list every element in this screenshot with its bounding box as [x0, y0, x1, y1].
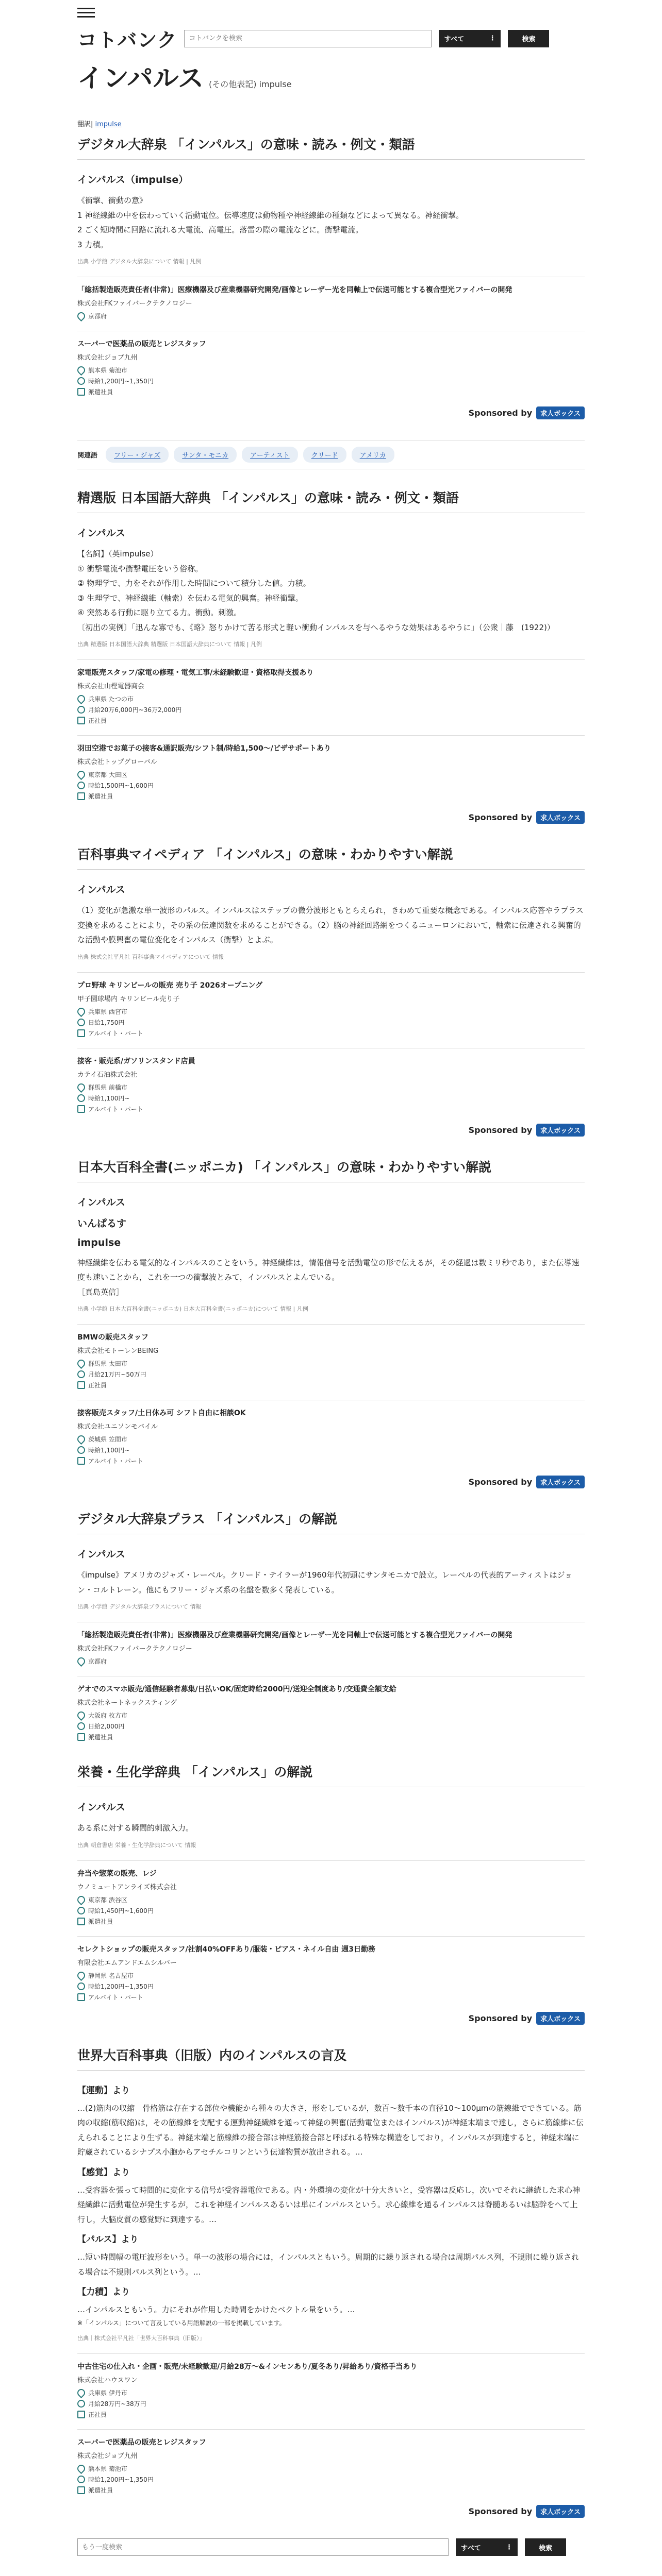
sponsor-label: Sponsored by — [468, 2013, 533, 2023]
sponsor-logo[interactable]: 求人ボックス — [536, 2505, 585, 2518]
job-pay — [77, 377, 585, 385]
job-type-text: 派遣社員 — [88, 1918, 113, 1925]
job-company: 株式会社FKファイバークテクノロジー — [77, 300, 192, 308]
job-pay-text: 時給1,200円~1,350円 — [88, 378, 154, 385]
entry-term: インパルス — [77, 1802, 126, 1813]
job-company: 株式会社ジョブ九州 — [77, 2452, 138, 2461]
translation-row — [77, 118, 585, 128]
location-icon — [76, 1970, 87, 1980]
job-company: ウノミュートアンライズ株式会社 — [77, 1883, 177, 1891]
section-heading: 栄養・生化学辞典 「インパルス」の解説 — [77, 1762, 585, 1787]
job-pay-text: 月給20万6,000円~36万2,000円 — [88, 706, 182, 714]
job-loc-text: 静岡県 名古屋市 — [88, 1972, 134, 1979]
translation-link[interactable]: impulse — [95, 121, 122, 128]
job-loc — [77, 694, 585, 703]
entry-term: インパルス — [77, 528, 126, 539]
entry-text: 《impulse》アメリカのジャズ・レーベル。クリード・テイラーが1960年代初頭にサンタモニカで設立。レーベルの代表的アーティストはジョン・コルトレーン。他にもフリー・ジャズ系の名盤を数多く発表している。 — [77, 1570, 573, 1595]
chevron-down-icon: ⋮ — [506, 2543, 512, 2551]
employment-type-icon — [77, 1381, 85, 1389]
sponsor-bar — [77, 811, 585, 824]
job-loc-text: 熊本県 菊池市 — [88, 2465, 127, 2473]
job-loc-text: 京都府 — [88, 313, 107, 320]
job-type — [77, 1381, 585, 1389]
sponsor-bar — [77, 2012, 585, 2025]
job-title[interactable]: 弁当や惣菜の販売、レジ — [77, 1869, 157, 1878]
job-card[interactable] — [77, 2429, 585, 2495]
search-input[interactable] — [184, 30, 432, 47]
job-pay — [77, 2399, 585, 2408]
job-card[interactable] — [77, 1622, 585, 1666]
job-title[interactable]: 羽田空港でお菓子の接客&通訳販売/シフト制/時給1,500～/ビザサポートあり — [77, 744, 331, 753]
section-heading: デジタル大辞泉プラス 「インパルス」の解説 — [77, 1509, 585, 1534]
job-loc-text: 兵庫県 伊丹市 — [88, 2389, 127, 2397]
job-type-text: 正社員 — [88, 1382, 107, 1389]
job-type-text: 派遣社員 — [88, 1734, 113, 1741]
job-loc — [77, 1359, 585, 1368]
scope-label: すべて — [461, 2544, 481, 2552]
job-loc-text: 群馬県 前橋市 — [88, 1083, 127, 1091]
employment-type-icon — [77, 2411, 85, 2418]
job-title[interactable]: 中古住宅の仕入れ・企画・販売/未経験歓迎/月給28万～&インセンあり/夏冬あり/昇給あり/資格手当あり — [77, 2363, 418, 2371]
job-card[interactable] — [77, 331, 585, 396]
related-tag[interactable]: アーティスト — [242, 447, 298, 463]
job-type — [77, 2410, 585, 2419]
job-pay-text: 月給28万円~38万円 — [88, 2400, 146, 2408]
yen-icon — [77, 706, 85, 714]
job-loc — [77, 1007, 585, 1016]
job-title[interactable]: 接客販売スタッフ/土日休み可 シフト自由に相談OK — [77, 1409, 246, 1417]
job-type — [77, 387, 585, 396]
entry-text: 神経繊維を伝わる電気的なインパルスのことをいう。神経繊維は，情報信号を活動電位の形で伝えるが，その経過は数ミリ秒であり，また伝導速度も速いことから，これを一つの衝撃波とみて，インパルスとよんでいる。 — [77, 1258, 580, 1282]
job-card[interactable] — [77, 277, 585, 320]
job-title[interactable]: 「総括製造販売責任者(非常)」医療機器及び産業機器研究開発/画像とレーザー光を同軸上で伝送可能とする複合型光ファイバーの開発 — [77, 1631, 512, 1639]
mention-text: …受容器を張って時間的に変化する信号が受容器電位である。内・外環境の変化が十分大きいと，受容器は反応し，次いでそれに継続した求心神経繊維に活動電位が発生するが，これを神経インパルスあるいは単にインパルスという。求心線維を通るインパルスは脊髄あるいは脳幹をへて上行し，大脳皮質の感覚野に到達する。… — [77, 2185, 581, 2224]
yen-icon — [77, 1982, 85, 1990]
section-mypedia — [77, 844, 585, 1137]
job-list — [77, 277, 585, 396]
related-tag[interactable]: アメリカ — [352, 447, 394, 463]
location-icon — [76, 365, 87, 376]
job-pay-text: 時給1,100円~ — [88, 1447, 130, 1454]
entry-term: インパルス — [77, 884, 126, 895]
job-type-text: 正社員 — [88, 717, 107, 724]
job-pay — [77, 705, 585, 714]
mention-heading: 【感覚】より — [77, 2167, 130, 2178]
job-company: 株式会社山樫電器商会 — [77, 683, 145, 690]
sponsor-bar — [77, 406, 585, 419]
job-type-text: アルバイト・パート — [88, 1993, 143, 2001]
employment-type-icon — [77, 1918, 85, 1925]
entry-term: インパルス — [77, 1196, 126, 1208]
definition-item: ④ 突然ある行動に駆り立てる力。衝動。刺激。 — [77, 608, 242, 617]
employment-type-icon — [77, 388, 85, 396]
sponsor-logo[interactable]: 求人ボックス — [536, 1476, 585, 1488]
title-en: impulse — [259, 79, 292, 89]
job-card[interactable] — [77, 659, 585, 725]
job-pay — [77, 1018, 585, 1027]
yen-icon — [77, 1019, 85, 1026]
mention-heading: 【パルス】より — [77, 2234, 139, 2245]
job-card[interactable] — [77, 972, 585, 1038]
bottom-scope-select[interactable] — [456, 2538, 518, 2556]
section-heading: 精選版 日本国語大辞典 「インパルス」の意味・読み・例文・類語 — [77, 488, 585, 513]
sponsor-logo[interactable]: 求人ボックス — [536, 811, 585, 824]
title-text: インパルス — [77, 63, 204, 93]
sponsor-label: Sponsored by — [468, 1125, 533, 1135]
sponsor-label: Sponsored by — [468, 1477, 533, 1487]
section-nipponica — [77, 1157, 585, 1489]
job-title[interactable]: プロ野球 キリンビールの販売 売り子 2026オープニング — [77, 981, 263, 990]
job-type — [77, 716, 585, 725]
job-loc — [77, 2388, 585, 2397]
yen-icon — [77, 1370, 85, 1378]
title-note: (その他表記) — [209, 79, 257, 89]
sponsor-label: Sponsored by — [468, 408, 533, 418]
job-pay-text: 時給1,450円~1,600円 — [88, 1907, 154, 1914]
job-card[interactable] — [77, 1936, 585, 2002]
job-loc-text: 京都府 — [88, 1658, 107, 1665]
bottom-search-button[interactable]: 検索 — [525, 2538, 566, 2556]
job-title[interactable]: 接客・販売系/ガソリンスタンド店員 — [77, 1057, 195, 1065]
job-company: カテイ石油株式会社 — [77, 1071, 138, 1079]
entry-term: インパルス（impulse） — [77, 174, 189, 185]
employment-type-icon — [77, 1457, 85, 1465]
job-list — [77, 2353, 585, 2495]
job-card[interactable] — [77, 1048, 585, 1113]
definition-item: 【名詞】（英impulse） — [77, 549, 158, 558]
job-company: 株式会社トップグローバル — [77, 758, 157, 766]
job-loc-text: 兵庫県 西宮市 — [88, 1008, 127, 1015]
job-pay — [77, 1906, 585, 1915]
source-note: 出典 小学館 デジタル大辞泉について 情報 | 凡例 — [77, 258, 202, 265]
yen-icon — [77, 2400, 85, 2408]
job-loc — [77, 2464, 585, 2473]
job-loc — [77, 366, 585, 375]
job-loc-text: 茨城県 笠間市 — [88, 1436, 127, 1443]
location-icon — [76, 1710, 87, 1721]
location-icon — [76, 1894, 87, 1905]
entry-en: impulse — [77, 1236, 121, 1248]
location-icon — [76, 1006, 87, 1016]
job-type — [77, 1733, 585, 1741]
job-company: 有限会社エムアンドエムシルバー — [77, 1959, 177, 1967]
job-loc — [77, 1711, 585, 1720]
definition-item: ① 衝撃電流や衝撃電圧をいう俗称。 — [77, 564, 203, 573]
job-loc — [77, 1971, 585, 1980]
employment-type-icon — [77, 1029, 85, 1037]
scope-label: すべて — [444, 36, 465, 43]
location-icon — [76, 693, 87, 704]
location-icon — [76, 2387, 87, 2398]
job-pay — [77, 2475, 585, 2484]
job-loc — [77, 770, 585, 779]
location-icon — [76, 1656, 87, 1667]
source-note: 出典｜株式会社平凡社「世界大百科事典（旧版）」 — [77, 2335, 205, 2342]
entry-author: ［真島英信］ — [77, 1287, 124, 1297]
sponsor-bar — [77, 1124, 585, 1137]
location-icon — [76, 2463, 87, 2474]
job-loc-text: 東京都 渋谷区 — [88, 1896, 127, 1904]
page-title — [77, 58, 585, 95]
menu-icon[interactable] — [77, 8, 95, 21]
tags-label: 関連語 — [77, 452, 98, 460]
job-company: 株式会社ユニソンモバイル — [77, 1423, 158, 1431]
job-card[interactable] — [77, 735, 585, 801]
search-scope-select[interactable] — [439, 30, 501, 47]
job-type — [77, 2486, 585, 2495]
job-type — [77, 1993, 585, 2002]
job-card[interactable] — [77, 1676, 585, 1741]
job-card[interactable] — [77, 2353, 585, 2419]
mention-list — [77, 2083, 585, 2317]
job-company: 株式会社ネートネックスティング — [77, 1699, 177, 1707]
location-icon — [76, 769, 87, 780]
job-pay-text: 時給1,200円~1,350円 — [88, 2476, 154, 2484]
job-loc-text: 群馬県 太田市 — [88, 1360, 127, 1367]
job-list — [77, 659, 585, 801]
yen-icon — [77, 782, 85, 789]
job-loc — [77, 1435, 585, 1444]
job-type-text: 派遣社員 — [88, 388, 113, 396]
job-loc-text: 熊本県 菊池市 — [88, 367, 127, 374]
job-loc-text: 東京都 大田区 — [88, 771, 127, 778]
site-logo[interactable]: コトバンク — [77, 29, 177, 52]
job-pay-text: 日給2,000円 — [88, 1723, 125, 1730]
job-pay — [77, 1446, 585, 1454]
section-heading: 日本大百科全書(ニッポニカ) 「インパルス」の意味・わかりやすい解説 — [77, 1157, 585, 1182]
sponsor-bar — [77, 1476, 585, 1488]
job-company: 株式会社モトーレンBEING — [77, 1347, 159, 1355]
entry-text: （1）変化が急激な単一波形のパルス。インパルスはステップの微分波形ともとらえられ，きわめて重要な概念である。インパルス応答やラプラス変換を求めることにより，その系の伝達関数を求めることができる。（2）脳の神経回路網をつくるニューロンにおいて，軸索に伝達される興奮的な活動や膜興奮の電位変化をインパルス（衝撃）とよぶ。 — [77, 906, 584, 944]
job-title[interactable]: スーパーで医薬品の販売とレジスタッフ — [77, 340, 206, 348]
job-loc — [77, 312, 585, 320]
job-type — [77, 1105, 585, 1113]
job-title[interactable]: 家電販売スタッフ/家電の修理・電気工事/未経験歓迎・資格取得支援あり — [77, 669, 314, 677]
source-note: 出典 小学館 デジタル大辞泉プラスについて 情報 — [77, 1603, 202, 1610]
entry-text: ある系に対する瞬間的刺激入力。 — [77, 1823, 194, 1833]
job-title[interactable]: ゲオでのスマホ販売/通信経験者募集/日払いOK/固定時給2000円/送迎全制度あり/交通費全額支給 — [77, 1685, 396, 1693]
sponsor-logo[interactable]: 求人ボックス — [536, 2012, 585, 2025]
definition-item: ③ 生理学で、神経繊維（軸索）を伝わる電気的興奮。神経衝撃。 — [77, 593, 303, 603]
job-title[interactable]: BMWの販売スタッフ — [77, 1333, 149, 1342]
job-loc-text: 大阪府 枚方市 — [88, 1712, 127, 1719]
job-list — [77, 1860, 585, 2002]
employment-type-icon — [77, 1105, 85, 1113]
job-pay — [77, 1370, 585, 1379]
sponsor-logo[interactable]: 求人ボックス — [536, 406, 585, 419]
mention-note: ※「インパルス」について言及している用語解説の一部を掲載しています。 — [77, 2319, 286, 2327]
job-company: 株式会社ハウスワン — [77, 2377, 138, 2385]
location-icon — [76, 311, 87, 321]
job-pay-text: 日給1,750円 — [88, 1019, 125, 1026]
job-pay — [77, 1982, 585, 1991]
job-list — [77, 1622, 585, 1741]
translation-label: 翻訳| — [77, 121, 93, 128]
job-company: 甲子園球場内 キリンビール売り子 — [77, 995, 180, 1003]
source-note: 出典 朝倉書店 栄養・生化学辞典について 情報 — [77, 1841, 196, 1849]
job-type-text: 派遣社員 — [88, 793, 113, 800]
job-pay-text: 時給1,500円~1,600円 — [88, 782, 154, 789]
job-title[interactable]: セレクトショップの販売スタッフ/社割40%OFFあり/服装・ピアス・ネイル自由 週3日勤務 — [77, 1945, 375, 1954]
job-type — [77, 1029, 585, 1038]
job-card[interactable] — [77, 1860, 585, 1926]
sponsor-label: Sponsored by — [468, 2506, 533, 2517]
mention-text: …インパルスともいう。力にそれが作用した時間をかけたベクトル量をいう。… — [77, 2305, 355, 2314]
job-type-text: アルバイト・パート — [88, 1029, 143, 1037]
job-loc — [77, 1895, 585, 1904]
yen-icon — [77, 2476, 85, 2483]
location-icon — [76, 1081, 87, 1092]
job-title[interactable]: 「総括製造販売責任者(非常)」医療機器及び産業機器研究開発/画像とレーザー光を同軸上で伝送可能とする複合型光ファイバーの開発 — [77, 286, 512, 294]
job-pay — [77, 781, 585, 790]
location-icon — [76, 1358, 87, 1369]
mention-heading: 【運動】より — [77, 2085, 130, 2096]
employment-type-icon — [77, 1993, 85, 2001]
section-nikkoku — [77, 488, 585, 824]
bottom-search-input[interactable] — [77, 2538, 449, 2556]
job-loc — [77, 1083, 585, 1092]
job-loc-text: 兵庫県 たつの市 — [88, 696, 134, 703]
job-type-text: 正社員 — [88, 2411, 107, 2419]
job-type — [77, 1456, 585, 1465]
yen-icon — [77, 377, 85, 385]
location-icon — [76, 1434, 87, 1445]
yen-icon — [77, 1446, 85, 1454]
job-card[interactable] — [77, 1324, 585, 1389]
employment-type-icon — [77, 2486, 85, 2494]
job-list — [77, 972, 585, 1113]
related-tag[interactable]: フリー・ジャズ — [106, 447, 169, 463]
source-note: 出典 小学館 日本大百科全書(ニッポニカ) 日本大百科全書(ニッポニカ)について 情報 | 凡例 — [77, 1306, 308, 1312]
employment-type-icon — [77, 717, 85, 724]
job-pay-text: 時給1,200円~1,350円 — [88, 1982, 154, 1990]
job-type-text: アルバイト・パート — [88, 1105, 143, 1113]
bottom-search — [77, 2538, 585, 2556]
entry-kana: いんぱるす — [77, 1217, 127, 1229]
mention-text: …(2)筋肉の収縮 骨格筋は存在する部位や機能から種々の大きさ，形をしているが，数百～数千本の直径10～100μmの筋線維でできている。筋肉の収縮(筋収縮)は，その筋線維を支配する運動神経繊維を通って神経の興奮(活動電位またはインパルス)が神経末端まで達し，さらに筋線維に伝えられることにより生ずる。神経末端と筋線維の接合部は神経筋接合部と呼ばれる特殊な構造をしており，インパルスが到達すると，神経末端に貯蔵されているシナプス小胞からアセチルコリンという伝達物質が放出される。… — [77, 2103, 584, 2157]
entry-term: インパルス — [77, 1549, 126, 1560]
job-card[interactable] — [77, 1400, 585, 1465]
job-title[interactable]: スーパーで医薬品の販売とレジスタッフ — [77, 2438, 206, 2447]
mention-heading: 【力積】より — [77, 2287, 130, 2297]
definition-item: 3 力積。 — [77, 240, 108, 249]
job-pay-text: 月給21万円~50万円 — [88, 1371, 146, 1378]
job-pay — [77, 1722, 585, 1731]
employment-type-icon — [77, 792, 85, 800]
section-daijisen-plus — [77, 1509, 585, 1741]
job-loc — [77, 1657, 585, 1666]
yen-icon — [77, 1094, 85, 1102]
search-button[interactable]: 検索 — [508, 30, 549, 47]
definition-list — [77, 547, 585, 635]
related-tag[interactable]: サンタ・モニカ — [174, 447, 237, 463]
job-type-text: 派遣社員 — [88, 2487, 113, 2495]
definition-list — [77, 208, 585, 252]
job-company: 株式会社FKファイバークテクノロジー — [77, 1645, 192, 1653]
mention-text: …短い時間幅の電圧波形をいう。単一の波形の場合には，インパルスともいう。周期的に繰り返される場合は周期パルス列，不規則に繰り返される場合は不規則パルス列という。… — [77, 2252, 580, 2277]
sponsor-label: Sponsored by — [468, 812, 533, 822]
job-list — [77, 1324, 585, 1465]
job-company: 株式会社ジョブ九州 — [77, 354, 138, 362]
job-type-text: アルバイト・パート — [88, 1458, 143, 1465]
job-pay — [77, 1094, 585, 1103]
sponsor-logo[interactable]: 求人ボックス — [536, 1124, 585, 1137]
source-note: 出典 精選版 日本国語大辞典 精選版 日本国語大辞典について 情報 | 凡例 — [77, 641, 262, 648]
related-tag[interactable]: クリード — [303, 447, 346, 463]
yen-icon — [77, 1907, 85, 1914]
job-type — [77, 792, 585, 801]
section-heading: 世界大百科事典（旧版）内のインパルスの言及 — [77, 2045, 585, 2071]
job-type — [77, 1917, 585, 1926]
definition-item: 〔初出の実例〕「迅んな寡でも、《略》怒りかけて苦る形式と軽い衝動インパルスを与へるやうな効果はあるやうに」（公衆｜藤 (1922)） — [77, 622, 555, 632]
related-tags — [77, 440, 585, 469]
job-pay-text: 時給1,100円~ — [88, 1094, 130, 1102]
definition-item: 2 ごく短時間に回路に流れる大電流、高電圧。落雷の際の電流などに。衝撃電流。 — [77, 225, 363, 234]
entry-intro: 《衝撃、衝動の意》 — [77, 196, 147, 205]
employment-type-icon — [77, 1733, 85, 1741]
section-heading: デジタル大辞泉 「インパルス」の意味・読み・例文・類語 — [77, 134, 585, 160]
definition-item: 1 神経線維の中を伝わっていく活動電位。伝導速度は動物種や神経線維の種類などによって異なる。神経衝撃。 — [77, 210, 464, 220]
section-heibonsha — [77, 2045, 585, 2518]
definition-item: ② 物理学で、力をそれが作用した時間について積分した値。力積。 — [77, 579, 311, 588]
yen-icon — [77, 1722, 85, 1730]
source-note: 出典 株式会社平凡社 百科事典マイペディアについて 情報 — [77, 953, 224, 960]
section-heading: 百科事典マイペディア 「インパルス」の意味・わかりやすい解説 — [77, 844, 585, 870]
chevron-down-icon: ⋮ — [489, 35, 496, 42]
section-nutrition — [77, 1762, 585, 2025]
sponsor-bar — [77, 2505, 585, 2518]
section-daijisen — [77, 134, 585, 419]
